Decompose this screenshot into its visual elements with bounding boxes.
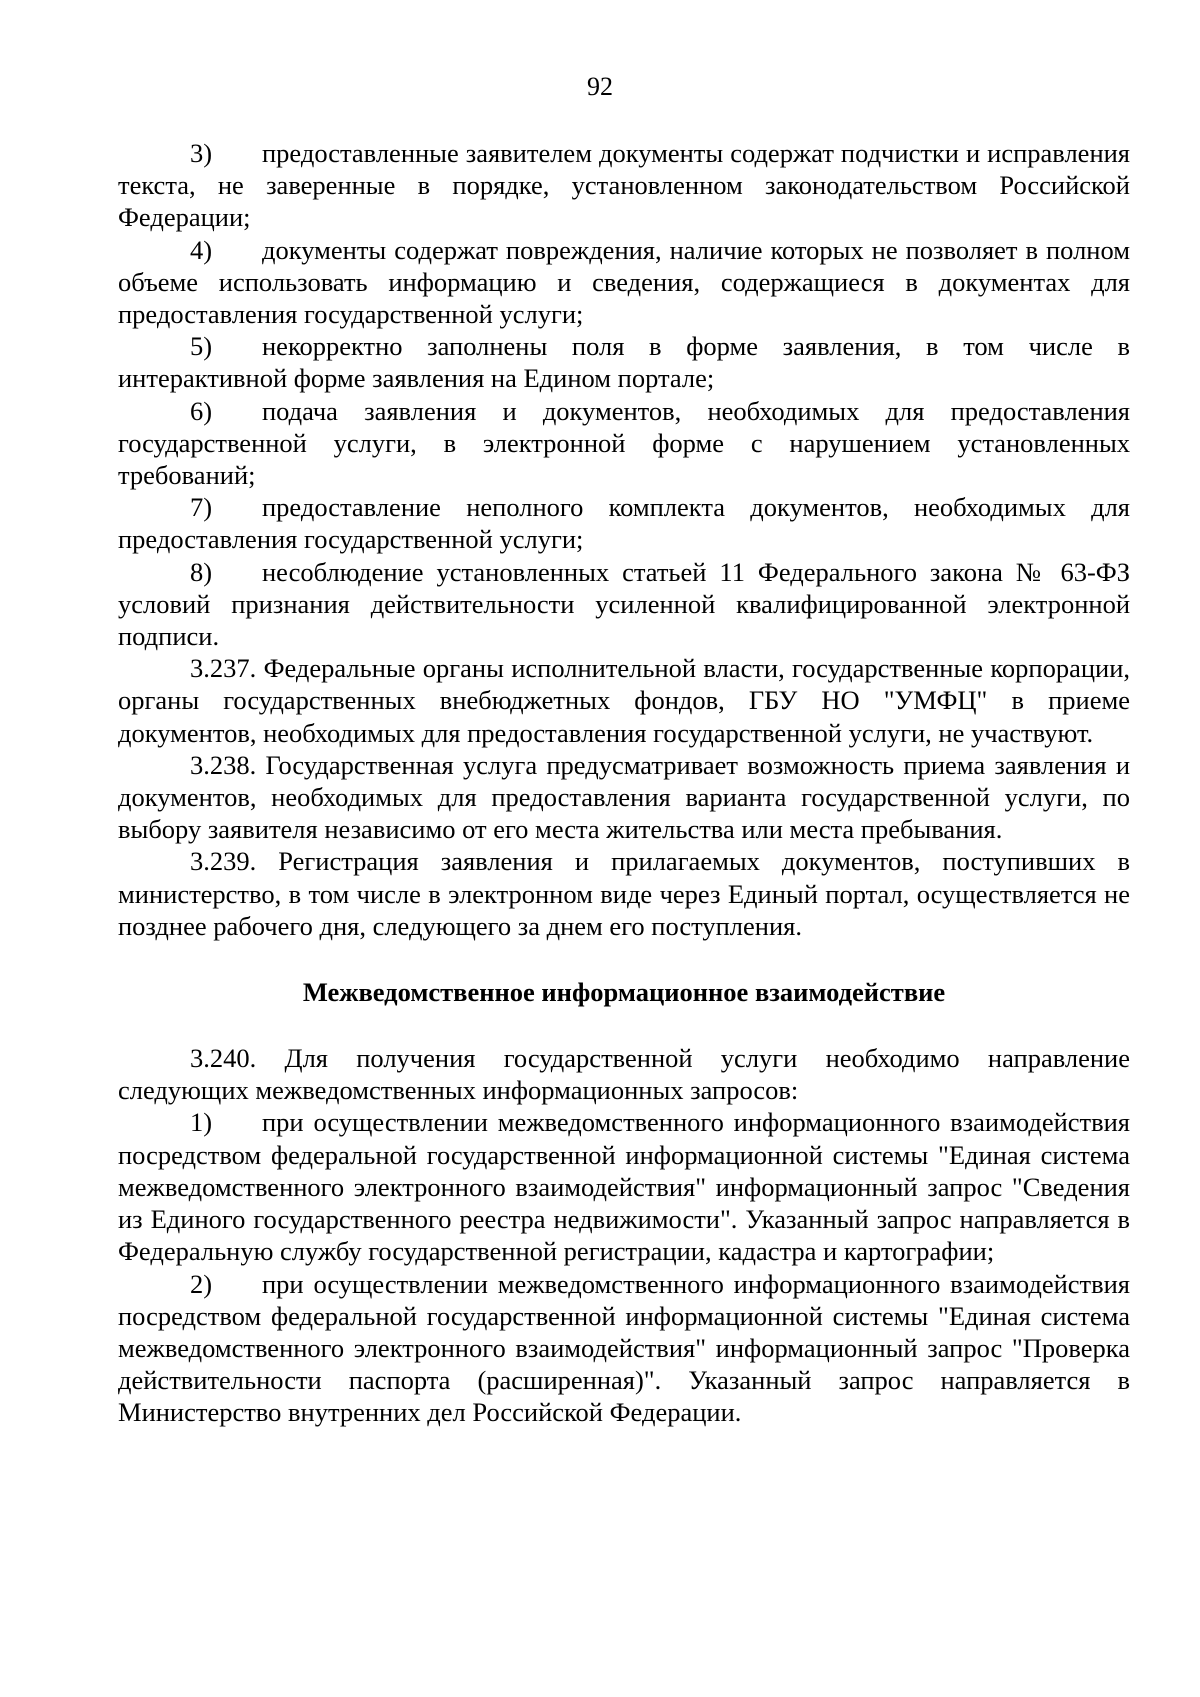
clause-number: 3.239. xyxy=(190,846,257,877)
list-item-text: при осуществлении межведомственного информационного взаимодействия посредством федеральной государственной информационной системы "Единая система межведомственного электронного взаимодействия" информационный запрос "Проверка действительности паспорта (расширенная)". Указанный запрос направляется в Министерство внутренних дел Российской Федерации. xyxy=(118,1268,1130,1428)
list-item-text: несоблюдение установленных статьей 11 Федерального закона № 63-ФЗ условий признания действительности усиленной квалифицированной электронной подписи. xyxy=(118,556,1130,652)
clause-text: Регистрация заявления и прилагаемых документов, поступивших в министерство, в том числе в электронном виде через Единый портал, осуществляется не позднее рабочего дня, следующего за днем его поступления. xyxy=(118,846,1131,941)
list-item-text: при осуществлении межведомственного информационного взаимодействия посредством федеральной государственной информационной системы "Единая система межведомственного электронного взаимодействия" информационный запрос "Сведения из Единого государственного реестра недвижимости". Указанный запрос направляется в Федеральную службу государственной регистрации, кадастра и картографии; xyxy=(118,1107,1130,1267)
clause-paragraph xyxy=(118,652,1130,749)
section-intro: 3.240. Для получения государственной услуги необходимо направление следующих межведомственных информационных запросов: xyxy=(118,1043,1130,1106)
list-item-number: 5) xyxy=(190,331,213,362)
section-heading: Межведомственное информационное взаимодействие xyxy=(302,977,946,1008)
list-item-text: подача заявления и документов, необходимых для предоставления государственной услуги, в электронной форме с нарушением установленных требований; xyxy=(118,395,1130,491)
list-item-number: 1) xyxy=(190,1107,213,1138)
clause-text: Государственная услуга предусматривает возможность приема заявления и документов, необходимых для предоставления варианта государственной услуги, по выбору заявителя независимо от его места жительства или места пребывания. xyxy=(118,749,1130,845)
document-body xyxy=(118,137,1130,1429)
list-item xyxy=(118,556,1130,653)
list-item-number: 8) xyxy=(190,556,213,587)
list-item xyxy=(118,491,1130,555)
list-item xyxy=(118,1268,1130,1429)
list-item xyxy=(118,330,1130,394)
list-item xyxy=(118,395,1130,492)
list-item-number: 6) xyxy=(190,395,213,426)
list-item-text: документы содержат повреждения, наличие которых не позволяет в полном объеме использовать информацию и сведения, содержащиеся в документах для предоставления государственной услуги; xyxy=(118,234,1130,330)
clause-text: Федеральные органы исполнительной власти, государственные корпорации, органы государственных внебюджетных фондов, ГБУ НО "УМФЦ" в приеме документов, необходимых для предоставления государственной услуги, не участвуют. xyxy=(118,653,1130,748)
clause-number: 3.238. xyxy=(190,749,257,780)
list-item xyxy=(118,234,1130,331)
list-item-number: 2) xyxy=(190,1268,213,1299)
list-item-text: некорректно заполнены поля в форме заявления, в том числе в интерактивной форме заявления на Едином портале; xyxy=(118,331,1130,394)
list-item-number: 7) xyxy=(190,492,213,523)
page-number: 92 xyxy=(587,72,613,101)
list-item-number: 4) xyxy=(190,234,213,265)
list-item xyxy=(118,137,1130,234)
list-item-text: предоставленные заявителем документы содержат подчистки и исправления текста, не заверенные в порядке, установленном законодательством Российской Федерации; xyxy=(118,138,1130,233)
list-item xyxy=(118,1106,1130,1267)
list-item-text: предоставление неполного комплекта документов, необходимых для предоставления государственной услуги; xyxy=(118,492,1130,555)
clause-paragraph xyxy=(118,845,1130,942)
clause-paragraph xyxy=(118,749,1130,846)
clause-number: 3.237. xyxy=(190,653,257,684)
list-item-number: 3) xyxy=(190,138,213,168)
